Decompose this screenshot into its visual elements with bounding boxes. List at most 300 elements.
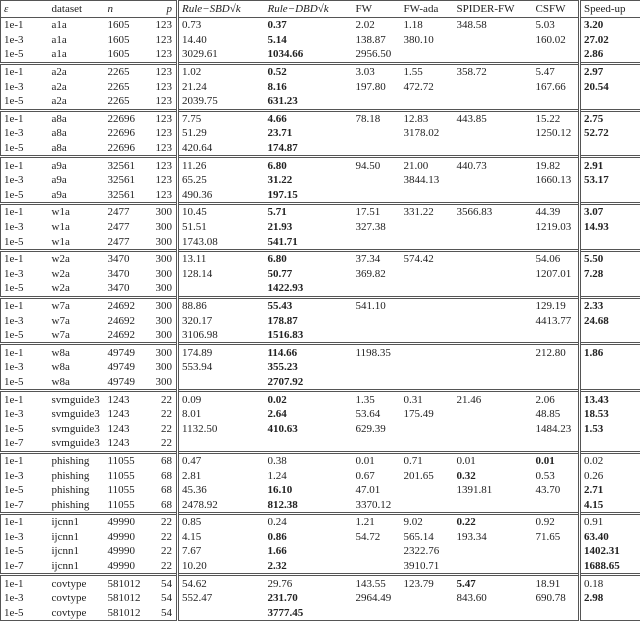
cell-spider-fw [454,544,533,559]
cell-fw [353,204,401,220]
cell-n [105,141,147,157]
table-row [1,79,640,94]
cell-p [147,234,178,250]
cell-spider-fw [454,220,533,235]
cell-value: 1243 [108,408,130,420]
cell-value: 2.02 [356,19,375,31]
cell-csfw [533,375,580,391]
cell-dataset [49,47,105,63]
cell-value: 440.73 [457,160,487,172]
cell-rule-sbd [178,483,265,498]
cell-rule-dbd [265,281,353,297]
cell-n [105,591,147,606]
cell-spider-fw [454,559,533,575]
cell-dataset [49,328,105,344]
header-dataset: dataset [49,1,105,18]
cell-value: 1e-3 [4,81,24,93]
cell-value: 0.67 [356,470,375,482]
cell-fw-ada [401,173,454,188]
cell-value: 1e-3 [4,34,24,46]
dataset-group [1,157,640,204]
cell-value: 65.25 [182,174,207,186]
cell-value: 24692 [108,329,136,341]
table-row [1,267,640,282]
cell-n [105,530,147,545]
cell-value: 300 [156,236,173,248]
cell-value: 20.54 [584,81,609,93]
cell-value: 14.93 [584,221,609,233]
cell-value: 2.91 [584,160,603,172]
cell-value: 54.06 [536,253,561,265]
cell-value: 1e-5 [4,48,24,60]
cell-value: 2.32 [268,560,287,572]
table-row [1,141,640,157]
cell-dataset [49,497,105,513]
cell-fw [353,267,401,282]
cell-dataset [49,514,105,530]
cell-csfw [533,468,580,483]
cell-dataset [49,360,105,375]
cell-value: 23.71 [268,127,293,139]
cell-n [105,421,147,436]
cell-rule-dbd [265,267,353,282]
cell-value: w2a [52,282,70,294]
cell-value: 1219.03 [536,221,572,233]
cell-n [105,188,147,204]
cell-value: 22 [161,408,172,420]
cell-value: w1a [52,206,70,218]
cell-value: 2.98 [584,592,603,604]
cell-value: 1e-5 [4,423,24,435]
cell-value: 1207.01 [536,268,572,280]
cell-value: 1e-1 [4,578,24,590]
cell-n [105,173,147,188]
cell-p [147,188,178,204]
cell-fw-ada [401,33,454,48]
cell-value: 1.21 [356,516,375,528]
cell-value: 123 [156,95,173,107]
cell-value: w7a [52,300,70,312]
cell-value: 68 [161,499,172,511]
cell-value: 1e-1 [4,347,24,359]
cell-value: 2.81 [182,470,201,482]
cell-p [147,544,178,559]
cell-fw [353,141,401,157]
cell-speed-up [580,188,640,204]
cell-dataset [49,267,105,282]
cell-value: ijcnn1 [52,545,80,557]
cell-dataset [49,18,105,33]
table-row [1,250,640,266]
cell-value: 1.18 [404,19,423,31]
cell-csfw [533,157,580,173]
cell-csfw [533,63,580,79]
cell-value: 114.66 [268,347,298,359]
cell-value: 1e-1 [4,206,24,218]
cell-p [147,250,178,266]
cell-value: 2964.49 [356,592,392,604]
cell-speed-up [580,173,640,188]
cell-epsilon [1,606,49,621]
cell-rule-dbd [265,360,353,375]
cell-speed-up [580,234,640,250]
cell-fw-ada [401,421,454,436]
cell-value: 45.36 [182,484,207,496]
cell-n [105,157,147,173]
cell-csfw [533,483,580,498]
cell-rule-sbd [178,344,265,360]
cell-speed-up [580,591,640,606]
cell-fw-ada [401,141,454,157]
cell-fw [353,220,401,235]
cell-value: 49990 [108,516,136,528]
table-row [1,281,640,297]
cell-value: 15.22 [536,113,561,125]
cell-csfw [533,94,580,110]
cell-dataset [49,94,105,110]
cell-value: 10.45 [182,206,207,218]
cell-value: 212.80 [536,347,566,359]
cell-p [147,126,178,141]
cell-epsilon [1,468,49,483]
cell-csfw [533,436,580,452]
cell-value: 18.91 [536,578,561,590]
cell-dataset [49,234,105,250]
cell-value: 54 [161,592,172,604]
cell-n [105,407,147,422]
cell-fw [353,468,401,483]
cell-spider-fw [454,452,533,468]
cell-dataset [49,559,105,575]
cell-dataset [49,188,105,204]
cell-rule-dbd [265,313,353,328]
cell-fw-ada [401,468,454,483]
cell-value: covtype [52,578,87,590]
cell-value: 1250.12 [536,127,572,139]
cell-spider-fw [454,468,533,483]
cell-speed-up [580,204,640,220]
cell-value: 175.49 [404,408,434,420]
cell-csfw [533,575,580,591]
cell-value: a8a [52,127,67,139]
cell-p [147,514,178,530]
cell-epsilon [1,204,49,220]
cell-epsilon [1,559,49,575]
cell-n [105,436,147,452]
cell-value: 1e-1 [4,455,24,467]
cell-n [105,468,147,483]
cell-fw-ada [401,220,454,235]
table-row [1,188,640,204]
cell-spider-fw [454,188,533,204]
cell-value: 327.38 [356,221,386,233]
cell-value: 5.47 [536,66,555,78]
cell-epsilon [1,530,49,545]
cell-value: 123 [156,189,173,201]
cell-value: 16.10 [268,484,293,496]
cell-value: 1.55 [404,66,423,78]
table-row [1,360,640,375]
cell-spider-fw [454,497,533,513]
cell-value: w8a [52,347,70,359]
cell-fw-ada [401,157,454,173]
table-row [1,94,640,110]
cell-value: 1243 [108,394,130,406]
cell-value: 380.10 [404,34,434,46]
cell-value: 54.62 [182,578,207,590]
cell-spider-fw [454,110,533,126]
cell-spider-fw [454,33,533,48]
header-csfw: CSFW [533,1,580,18]
cell-fw [353,234,401,250]
cell-value: 22 [161,394,172,406]
cell-spider-fw [454,606,533,621]
cell-value: covtype [52,592,87,604]
cell-fw [353,497,401,513]
cell-value: 94.50 [356,160,381,172]
cell-epsilon [1,33,49,48]
cell-n [105,33,147,48]
cell-rule-dbd [265,47,353,63]
cell-dataset [49,281,105,297]
cell-value: 2.75 [584,113,603,125]
dataset-group [1,514,640,575]
table-row [1,313,640,328]
cell-rule-dbd [265,110,353,126]
cell-value: 0.18 [584,578,603,590]
cell-fw-ada [401,204,454,220]
cell-value: 17.51 [356,206,381,218]
table-row [1,126,640,141]
cell-value: 1034.66 [268,48,304,60]
cell-p [147,173,178,188]
cell-value: 24.68 [584,315,609,327]
cell-epsilon [1,328,49,344]
cell-n [105,234,147,250]
cell-value: 812.38 [268,499,298,511]
cell-value: 1e-1 [4,300,24,312]
cell-value: 2265 [108,66,130,78]
table-row [1,157,640,173]
cell-value: svmguide3 [52,408,100,420]
table-row [1,497,640,513]
cell-dataset [49,530,105,545]
cell-csfw [533,559,580,575]
cell-value: 53.64 [356,408,381,420]
cell-p [147,375,178,391]
cell-csfw [533,530,580,545]
table-row [1,421,640,436]
cell-value: 5.71 [268,206,287,218]
cell-value: 24692 [108,315,136,327]
cell-value: 1e-5 [4,607,24,619]
cell-csfw [533,18,580,33]
cell-value: a2a [52,66,67,78]
cell-value: 1391.81 [457,484,493,496]
cell-csfw [533,606,580,621]
table-row [1,591,640,606]
cell-value: 1e-1 [4,19,24,31]
cell-value: 37.34 [356,253,381,265]
cell-n [105,559,147,575]
cell-csfw [533,188,580,204]
cell-fw [353,281,401,297]
cell-csfw [533,141,580,157]
table-row [1,375,640,391]
cell-dataset [49,606,105,621]
cell-fw [353,452,401,468]
cell-value: 4.15 [584,499,603,511]
cell-value: 1660.13 [536,174,572,186]
cell-epsilon [1,436,49,452]
cell-value: 843.60 [457,592,487,604]
cell-epsilon [1,375,49,391]
cell-spider-fw [454,157,533,173]
cell-value: 0.73 [182,19,201,31]
cell-value: 22 [161,560,172,572]
cell-value: 49749 [108,376,136,388]
cell-value: 1.35 [356,394,375,406]
cell-value: 123 [156,48,173,60]
table-row [1,33,640,48]
cell-p [147,575,178,591]
cell-p [147,63,178,79]
cell-value: 2.86 [584,48,603,60]
cell-rule-sbd [178,94,265,110]
cell-fw [353,514,401,530]
cell-value: 1243 [108,437,130,449]
cell-value: 1.66 [268,545,287,557]
cell-fw-ada [401,452,454,468]
cell-dataset [49,407,105,422]
cell-spider-fw [454,575,533,591]
cell-csfw [533,173,580,188]
cell-rule-dbd [265,188,353,204]
cell-value: 11055 [108,455,135,467]
cell-value: 6.80 [268,253,287,265]
table-row [1,559,640,575]
cell-value: 2.97 [584,66,603,78]
cell-value: 32561 [108,189,136,201]
cell-speed-up [580,468,640,483]
cell-value: a8a [52,113,67,125]
cell-speed-up [580,250,640,266]
cell-fw [353,79,401,94]
cell-rule-dbd [265,421,353,436]
cell-value: 1e-3 [4,470,24,482]
table-row [1,407,640,422]
cell-rule-dbd [265,220,353,235]
cell-value: 0.22 [457,516,476,528]
cell-epsilon [1,188,49,204]
cell-value: 11055 [108,499,135,511]
cell-value: phishing [52,470,90,482]
cell-value: 490.36 [182,189,212,201]
cell-rule-sbd [178,18,265,33]
cell-value: 3470 [108,268,130,280]
cell-speed-up [580,281,640,297]
cell-value: 123 [156,160,173,172]
dataset-group [1,204,640,251]
cell-value: 21.24 [182,81,207,93]
cell-n [105,18,147,33]
cell-speed-up [580,606,640,621]
table-row [1,391,640,407]
cell-value: 128.14 [182,268,212,280]
cell-p [147,407,178,422]
cell-n [105,375,147,391]
cell-rule-dbd [265,234,353,250]
cell-value: 22 [161,545,172,557]
cell-speed-up [580,110,640,126]
cell-value: 3.03 [356,66,375,78]
cell-fw-ada [401,375,454,391]
cell-value: 7.28 [584,268,603,280]
cell-value: 29.76 [268,578,293,590]
cell-epsilon [1,267,49,282]
cell-value: 10.20 [182,560,207,572]
cell-p [147,220,178,235]
cell-p [147,157,178,173]
cell-speed-up [580,559,640,575]
cell-n [105,544,147,559]
cell-csfw [533,204,580,220]
cell-value: 1e-7 [4,499,24,511]
cell-rule-dbd [265,606,353,621]
cell-p [147,468,178,483]
cell-value: phishing [52,499,90,511]
cell-value: 11055 [108,470,135,482]
table-row [1,514,640,530]
cell-rule-dbd [265,250,353,266]
dataset-group [1,250,640,297]
cell-speed-up [580,267,640,282]
cell-speed-up [580,79,640,94]
cell-csfw [533,391,580,407]
cell-n [105,250,147,266]
cell-dataset [49,483,105,498]
cell-speed-up [580,436,640,452]
cell-fw-ada [401,281,454,297]
cell-n [105,79,147,94]
cell-value: 123 [156,127,173,139]
cell-value: 0.71 [404,455,423,467]
cell-rule-sbd [178,33,265,48]
cell-rule-dbd [265,141,353,157]
header-fw: FW [353,1,401,18]
cell-spider-fw [454,94,533,110]
cell-value: 49990 [108,531,136,543]
cell-spider-fw [454,297,533,313]
cell-fw-ada [401,18,454,33]
cell-dataset [49,468,105,483]
table-row [1,436,640,452]
cell-fw-ada [401,559,454,575]
cell-value: 0.47 [182,455,201,467]
cell-csfw [533,421,580,436]
cell-fw [353,544,401,559]
cell-csfw [533,79,580,94]
cell-spider-fw [454,250,533,266]
header-n: n [105,1,147,18]
cell-value: 3029.61 [182,48,218,60]
cell-value: a9a [52,174,67,186]
cell-value: 51.29 [182,127,207,139]
cell-value: 71.65 [536,531,561,543]
cell-rule-dbd [265,173,353,188]
cell-value: 2.64 [268,408,287,420]
cell-value: 21.46 [457,394,482,406]
